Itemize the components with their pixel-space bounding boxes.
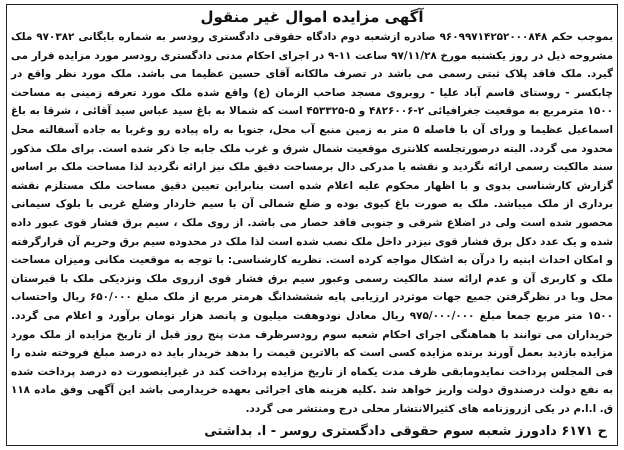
notice-title: آگهی مزایده اموال غیر منقول: [200, 8, 424, 26]
notice-body: بموجب حکم ۹۶۰۹۹۷۱۴۲۵۲۰۰۰۸۴۸ صادره ازشعبه دوم دادگاه حقوقی دادگستری رودسر به شماره بایگانی ۹۷۰۳۸۲ ملک مشروحه ذیل در روز یکشنبه مورخ ۹۷/۱۱/۲۸ ساعت ۱۱-۹ در اجرای احکام مدنی دادگستری رودسر مورد مزایده قرار می گیرد. ملک فاقد پلاک ثبتی رسمی می باشد در تصرف مالکانه آقای حسین عظیما می باشد. ملک مورد نظر واقع در چابکسر - روستای قاسم آباد علیا - روبروی مسجد صاحب الزمان (ع) واقع شده ملک مورد تعرفه زمینی به مساحت ۱۵۰۰ مترمربع به موقعیت جغرافیائی ۲-۴۸۲۶۰۰۶ و ۵-۴۵۳۳۲۵ است که شمالا به باغ سید عباس سید آقائی ، شرقا به باغ اسماعیل عظیما و ورای آن با فاصله ۵ متر به زمین منبع آب محل، جنوبا به راه پیاده رو وغربا به جاده آسفالته محل محدود می گردد. البته درصورتجلسه کلانتری موقعیت شمال شرق و غرب ملک جابه جا ذکر شده است. برای ملک مذکور سند مالکیت رسمی ارائه نگردید و نقشه یا مدرکی دال برمساحت دقیق ملک نیز ارائه نگردید لذا مساحت ملک بر اساس گزارش کارشناسی بدوی و با اظهار محکوم علیه اعلام شده است بنابراین تعیین دقیق مساحت ملک مستلزم نقشه برداری از ملک میباشد. ملک به صورت باغ کیوی بوده و ضلع شمالی آن با سیم خاردار وضلع غربی با بلوک سیمانی محصور شده است ولی در اضلاع شرقی و جنوبی فاقد حصار می باشد. از روی ملک ، سیم برق فشار قوی عبور داده شده و یک عدد دکل برق فشار قوی نیزدر داخل ملک نصب شده است لذا ملک در محدوده سیم برق وحریم آن قرارگرفته و امکان احداث ابنیه را درآن به اشکال مواجه کرده است. نظریه کارشناسی: با توجه به موقعیت مکانی ومیزان مساحت ملک و کاربری آن و عدم ارائه سند مالکیت رسمی وعبور سیم برق فشار قوی ازروی ملک ونزدیکی ملک با قبرستان محل وبا در نظرگرفتن جمیع جهات موثردر ارزیابی پایه شششدانگ هرمتر مربع از ملک مبلغ ۶۵۰/۰۰۰ ریال واحتساب ۱۵۰۰ متر مربع جمعا مبلغ ۹۷۵/۰۰۰/۰۰۰ ریال معادل نودوهفت میلیون و پانصد هزار تومان برآورد و اعلام می گردد. خریداران می توانند با هماهنگی اجرای احکام شعبه سوم رودسرظرف مدت پنج روز قبل از تاریخ مزایده از ملک مورد مزایده بازدید بعمل آورند برنده مزایده کسی است که بالاترین قیمت را بدهد خریدار باید ده درصد مبلغ فروخته شده را فی المجلس پرداخت نمایدومابقی ظرف مدت یکماه از تاریخ مزایده پرداخت کند در غیراینصورت ده درصد پرداخت شده به نفع دولت درصندوق دولت واریز خواهد شد .کلیه هزینه های اجرائی بعهده خریدارمی باشد این آگهی وفق ماده ۱۱۸ ق. ا.ا.م در یکی ازروزنامه های کثیرالانتشار محلی درج ومنتشر می گردد.: [11, 31, 614, 415]
notice-box: [6, 4, 618, 446]
notice-signature: ح ۶۱۷۱ دادورز شعبه سوم حقوقی دادگستری روسر - ا. بداشتی: [204, 424, 607, 439]
